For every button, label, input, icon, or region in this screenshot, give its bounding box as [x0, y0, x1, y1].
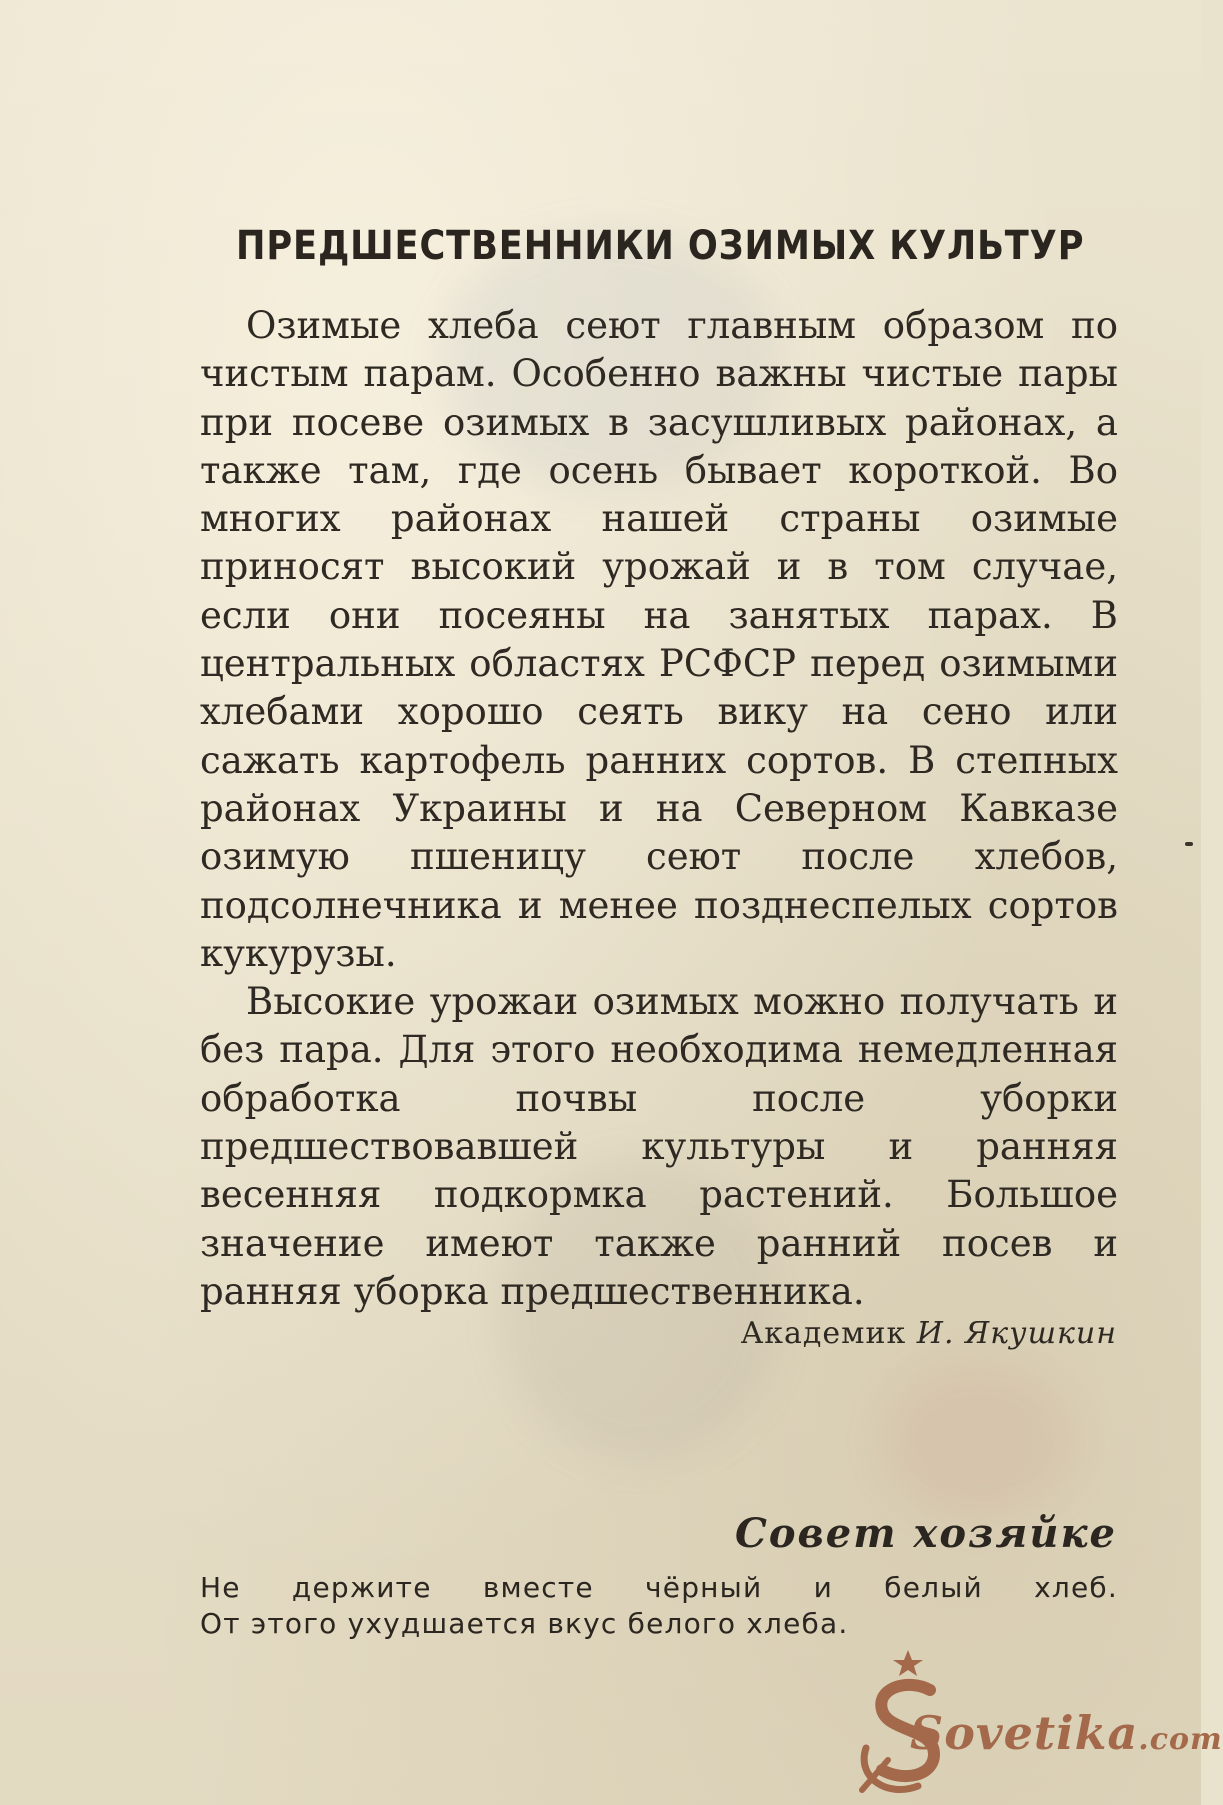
watermark-text — [910, 1706, 1223, 1760]
article-paragraph: Высокие урожаи озимых можно получать и без пара. Для этого необходима немедленная обработка почвы после уборки предшествовавшей культуры и ранняя весенняя подкормка растений. Большое значение имеют также ранний посев и ранняя уборка предшественника. — [200, 980, 1118, 1313]
sovetika-watermark-logo — [848, 1648, 1223, 1798]
advice-heading: Совет хозяйке — [735, 1510, 1117, 1557]
article-title: ПРЕДШЕСТВЕННИКИ ОЗИМЫХ КУЛЬТУР — [236, 223, 1085, 269]
author-name: И. Якушкин — [916, 1316, 1117, 1351]
advice-line: Не держите вместе чёрный и белый хлеб. — [200, 1571, 1118, 1604]
watermark-brand: Sovetika — [910, 1706, 1139, 1760]
paper-stain — [880, 1360, 1080, 1520]
author-signature — [741, 1314, 1117, 1354]
article-body — [200, 302, 1118, 1316]
print-speck — [1185, 842, 1193, 846]
advice-text — [200, 1570, 1118, 1642]
watermark-domain: .com — [1138, 1722, 1223, 1757]
article-paragraph: Озимые хлеба сеют главным образом по чистым парам. Особенно важны чистые пары при посеве озимых в засушливых районах, а также там, где осень бывает короткой. Во многих районах нашей страны озимые приносят высокий урожай и в том случае, если они посеяны на занятых парах. В центральных областях РСФСР перед озимыми хлебами хорошо сеять вику на сено или сажать картофель ранних сортов. В степных районах Украины и на Северном Кавказе озимую пшеницу сеют после хлебов, подсолнечника и менее позднеспелых сортов кукурузы. — [200, 304, 1118, 975]
author-title: Академик — [740, 1316, 907, 1351]
advice-line: От этого ухудшается вкус белого хлеба. — [200, 1607, 849, 1640]
